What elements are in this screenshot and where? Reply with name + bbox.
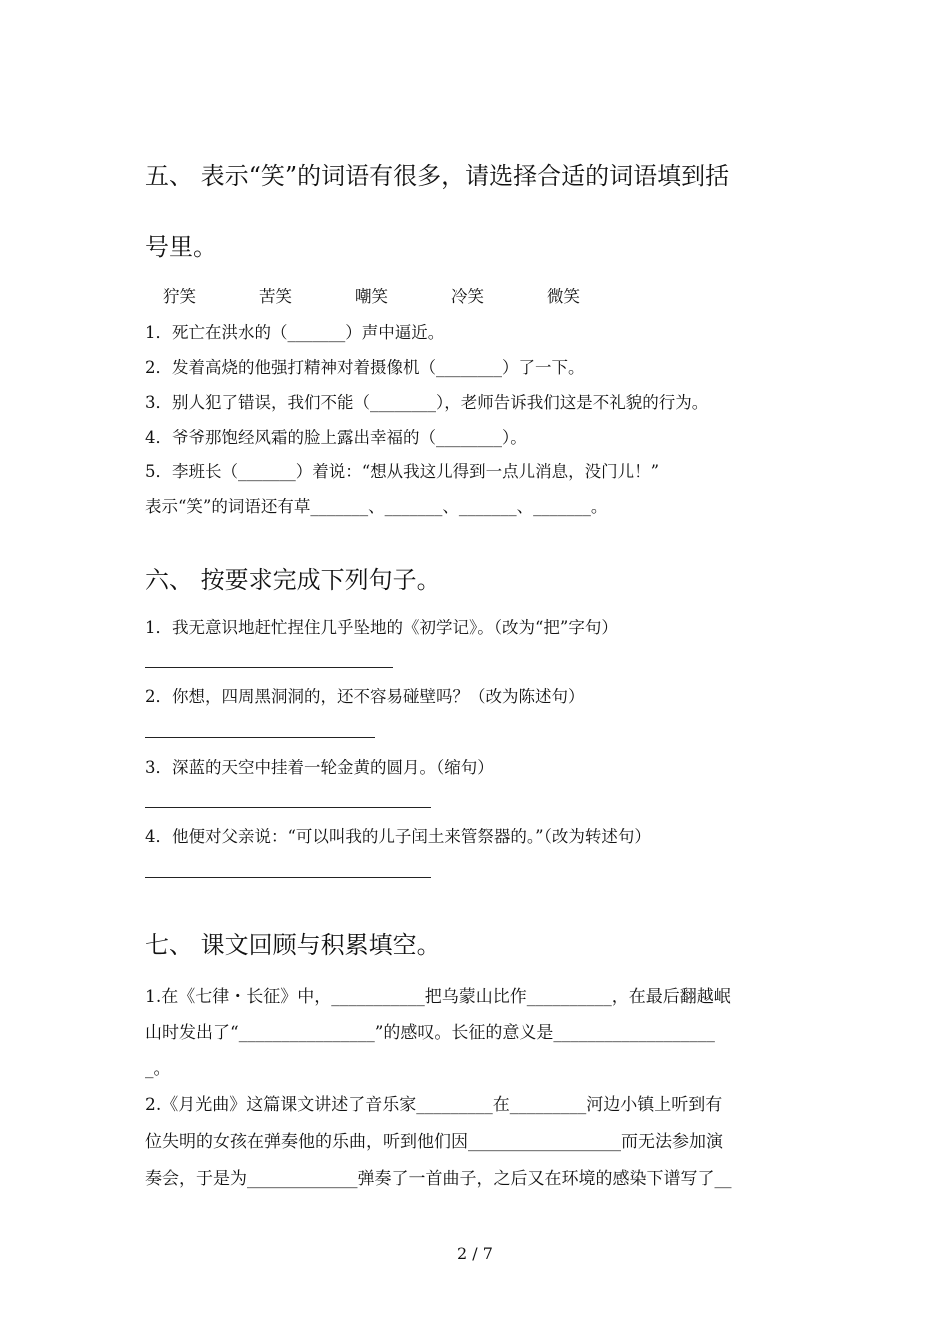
question-item: 4．爷爷那饱经风霜的脸上露出幸福的（________）。	[145, 428, 527, 447]
section6-heading: 六、 按要求完成下列句子。	[145, 566, 441, 594]
fill-line: 1.在《七律・长征》中，___________把乌蒙山比作__________，在最后翻越岷	[145, 987, 731, 1007]
fill-line: _。	[145, 1059, 171, 1079]
extra-question: 表示“笑”的词语还有草_______、_______、_______、_______。	[145, 497, 608, 516]
answer-line[interactable]	[145, 667, 393, 668]
answer-line[interactable]	[145, 807, 431, 808]
question-item: 1．我无意识地赶忙捏住几乎坠地的《初学记》。（改为“把”字句）	[145, 618, 618, 637]
page-number: 2 / 7	[457, 1244, 493, 1263]
word-bank	[163, 283, 580, 307]
section7-heading: 七、 课文回顾与积累填空。	[145, 931, 441, 959]
question-item: 2．你想，四周黑洞洞的，还不容易碰壁吗？（改为陈述句）	[145, 687, 585, 706]
fill-line: 位失明的女孩在弹奏他的乐曲，听到他们因__________________而无法参加演	[145, 1132, 723, 1152]
question-item: 2．发着高烧的他强打精神对着摄像机（________）了一下。	[145, 358, 585, 377]
question-item: 3．别人犯了错误，我们不能（________），老师告诉我们这是不礼貌的行为。	[145, 393, 709, 412]
question-item: 5．李班长（_______）着说：“想从我这儿得到一点儿消息，没门儿！”	[145, 462, 660, 481]
word-bank-item: 苦笑	[259, 287, 292, 306]
question-item: 1．死亡在洪水的（_______）声中逼近。	[145, 323, 445, 342]
answer-line[interactable]	[145, 877, 431, 878]
fill-line: 2.《月光曲》这篇课文讲述了音乐家_________在_________河边小镇上听到有	[145, 1095, 723, 1115]
question-item: 4．他便对父亲说：“可以叫我的儿子闰土来管祭器的。”（改为转述句）	[145, 827, 651, 846]
word-bank-item: 狞笑	[163, 287, 196, 306]
answer-line[interactable]	[145, 737, 375, 738]
section5-heading-line2: 号里。	[145, 233, 217, 261]
question-item: 3．深蓝的天空中挂着一轮金黄的圆月。（缩句）	[145, 758, 494, 777]
word-bank-item: 冷笑	[451, 287, 484, 306]
word-bank-item: 嘲笑	[355, 287, 388, 306]
word-bank-item: 微笑	[547, 287, 580, 306]
fill-line: 奏会，于是为_____________弹奏了一首曲子，之后又在环境的感染下谱写了__	[145, 1169, 732, 1189]
fill-line: 山时发出了“________________”的感叹。长征的意义是___________________	[145, 1023, 715, 1043]
section5-heading-line1: 五、 表示“笑”的词语有很多，请选择合适的词语填到括	[145, 162, 730, 190]
